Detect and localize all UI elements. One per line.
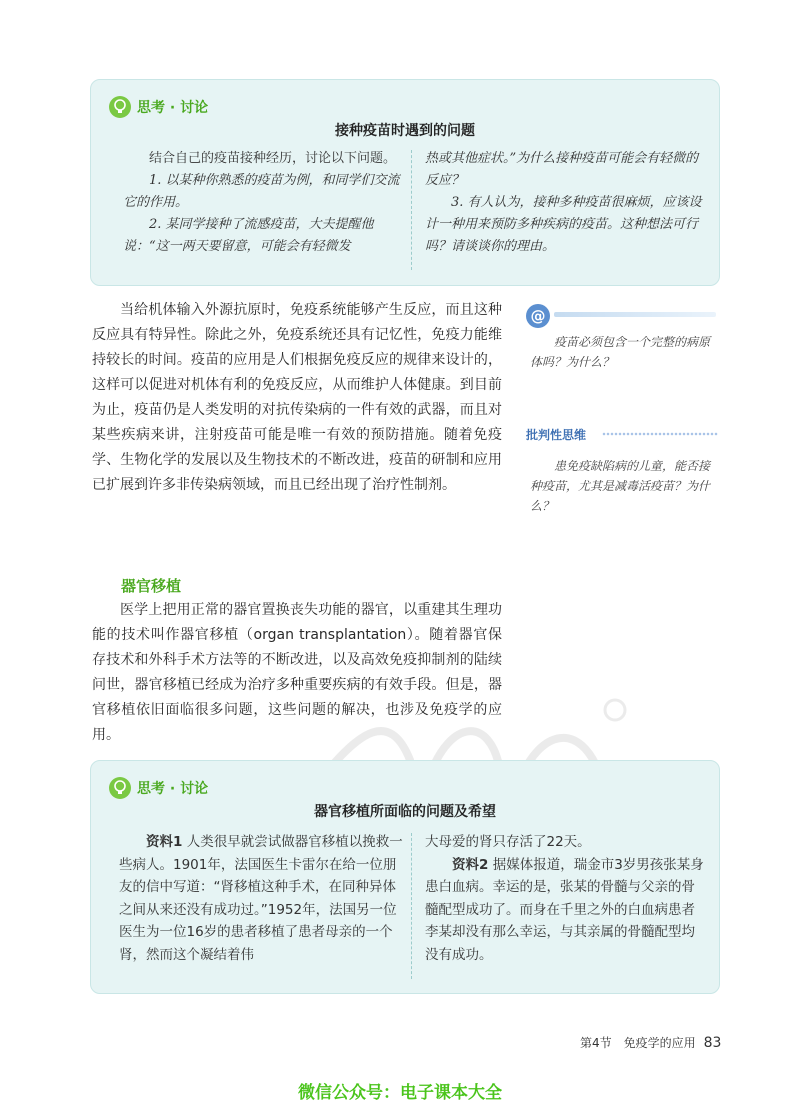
material-1-column [119, 831, 405, 966]
discussion-tag: 思考 · 讨论 [137, 781, 209, 797]
section-heading: 器官移植 [121, 577, 182, 595]
column-divider [411, 150, 412, 270]
column-divider [411, 833, 412, 979]
discussion-box-transplant [90, 760, 720, 994]
critical-thinking-heading: 批判性思维 [526, 428, 587, 442]
page-footer [580, 1034, 721, 1051]
sidebar-question-text: 疫苗必须包含一个完整的病原体吗？为什么？ [530, 335, 711, 369]
main-paragraph: 当给机体输入外源抗原时，免疫系统能够产生反应，而且这种反应具有特异性。除此之外，免疫系统还具有记忆性，免疫力能维持较长的时间。疫苗的应用是人们根据免疫反应的规律来设计的，这样可以促进对机体有利的免疫反应，从而维护人体健康。到目前为止，疫苗仍是人类发明的对抗传染病的一件有效的武器，而且对某些疾病来讲，注射疫苗可能是唯一有效的预防措施。随着免疫学、生物化学的发展以及生物技术的不断改进，疫苗的研制和应用已扩展到许多非传染病领域，而且已经出现了治疗性制剂。 [92, 302, 502, 493]
material-2-text: 据媒体报道，瑞金市3岁男孩张某身患白血病。幸运的是，张某的骨髓与父亲的骨髓配型成功了。而身在千里之外的白血病患者李某却没有那么幸运，与其亲属的骨髓配型均没有成功。 [425, 856, 704, 963]
discussion-title: 器官移植所面临的问题及希望 [314, 804, 496, 820]
discussion-question-3: 3. 有人认为，接种多种疫苗很麻烦，应该设计一种用来预防多种疾病的疫苗。这种想法可行吗？请谈谈你的理由。 [425, 195, 702, 254]
discussion-tag: 思考 · 讨论 [137, 100, 209, 116]
discussion-question-1: 1. 以某种你熟悉的疫苗为例，和同学们交流它的作用。 [123, 173, 400, 210]
discussion-intro: 结合自己的疫苗接种经历，讨论以下问题。 [149, 151, 397, 166]
sidebar-header-bar [554, 312, 716, 317]
discussion-question-2: 2. 某同学接种了流感疫苗，大夫提醒他说：“这一两天要留意，可能会有轻微发 [123, 217, 374, 254]
discussion-title: 接种疫苗时遇到的问题 [335, 123, 475, 139]
sidebar-critical-thinking [526, 426, 718, 513]
material-1-label: 资料1 [146, 834, 183, 850]
sidebar-question [526, 304, 718, 369]
lightbulb-icon [109, 96, 131, 118]
material-2-label: 资料2 [452, 856, 489, 873]
footer-section-label: 第4节 免疫学的应用 [580, 1036, 696, 1050]
lightbulb-icon [109, 777, 131, 799]
material-1-text: 人类很早就尝试做器官移植以挽救一些病人。1901年，法国医生卡雷尔在给一位朋友的信中写道：“肾移植这种手术，在同种异体之间从来还没有成功过。”1952年，法国另一位医生为一位16岁的患者移植了患者母亲的一个肾，然而这个凝结着伟 [119, 834, 403, 963]
page-number: 83 [703, 1035, 722, 1051]
discussion-left-column [123, 148, 407, 258]
discussion-question-2-cont: 热或其他症状。”为什么接种疫苗可能会有轻微的反应？ [425, 151, 699, 188]
watermark-text: 微信公众号：电子课本大全 [298, 1083, 502, 1103]
discussion-box-vaccine [90, 79, 720, 286]
material-1-continued: 大母爱的肾只存活了22天。 [425, 834, 591, 850]
critical-thinking-text: 患免疫缺陷病的儿童，能否接种疫苗，尤其是减毒活疫苗？为什么？ [530, 459, 711, 513]
material-2-column [425, 831, 707, 966]
section-paragraph: 医学上把用正常的器官置换丧失功能的器官，以重建其生理功能的技术叫作器官移植（organ transplantation）。随着器官保存技术和外科手术方法等的不断改进，以及高效免疫抑制剂的陆续问世，器官移植已经成为治疗多种重要疾病的有效手段。但是，器官移植依旧面临很多问题，这些问题的解决，也涉及免疫学的应用。 [92, 602, 502, 743]
dotted-rule [602, 432, 718, 436]
question-bubble-icon: @ [526, 304, 550, 328]
discussion-header [109, 775, 208, 801]
discussion-header [109, 94, 208, 120]
discussion-right-column [425, 148, 705, 258]
